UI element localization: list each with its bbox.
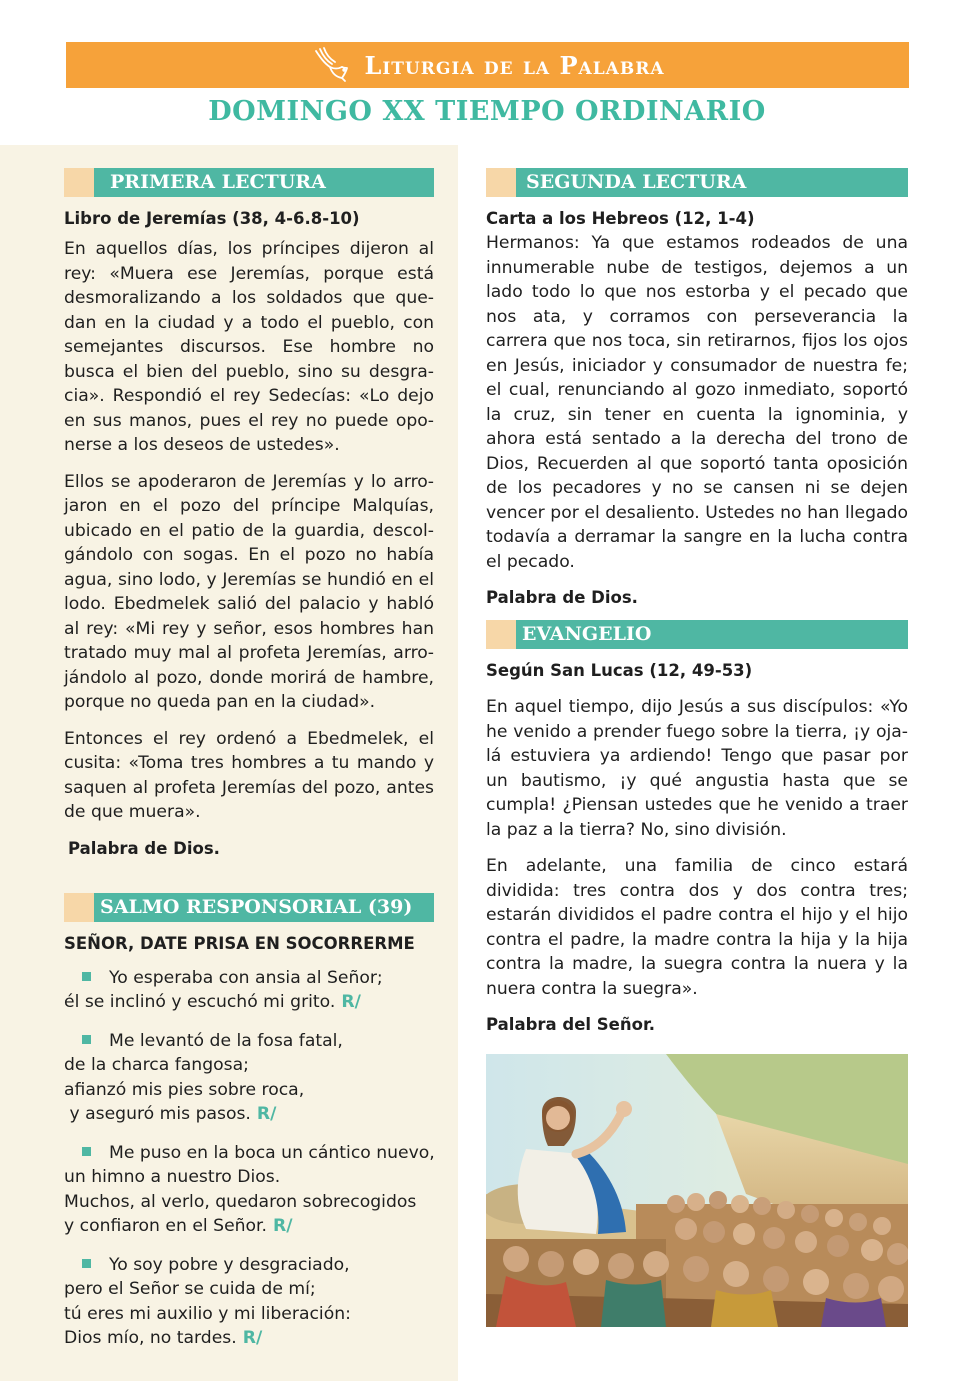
- left-column: [64, 168, 434, 1365]
- psalm-stanza: [64, 1253, 434, 1351]
- first-reading-paragraph: En aquellos días, los príncipes dijeron al rey: «Muera ese Jeremías, porque está desmoralizando a los soldados que quedan en la ciudad y a todo el pueblo, con semejantes discursos. Ese hombre no busca el bien del pueblo, sino su desgracia». Respondió el rey Sedecías: «Lo dejo en sus manos, pues el rey no puede oponerse a los deseos de ustedes».: [64, 239, 434, 455]
- stanza-line: Me puso en la boca un cántico nuevo,: [109, 1142, 435, 1163]
- heading-label: EVANGELIO: [516, 620, 908, 649]
- heading-square: [64, 168, 94, 197]
- page-subtitle: DOMINGO XX TIEMPO ORDINARIO: [208, 96, 766, 127]
- stanza-line: y aseguró mis pasos.: [64, 1104, 251, 1124]
- stanza-line: Me levantó de la fosa fatal,: [109, 1030, 343, 1051]
- banner-title: Liturgia de la Palabra: [364, 50, 665, 80]
- psalm-heading: [64, 893, 434, 922]
- first-reading-reference: Libro de Jeremías (38, 4-6.8-10): [64, 209, 360, 228]
- right-column: [486, 168, 908, 1049]
- square-bullet-icon: [82, 1147, 91, 1156]
- psalm-response: SEÑOR, DATE PRISA EN SOCORRERME: [64, 933, 415, 953]
- stanza-line: un himno a nuestro Dios.: [64, 1167, 281, 1187]
- response-marker: R/: [242, 1328, 263, 1348]
- psalm-stanza: [64, 1141, 434, 1239]
- square-bullet-icon: [82, 972, 91, 981]
- stanza-line: Muchos, al verlo, quedaron sobrecogidos: [64, 1191, 417, 1212]
- gospel-closing: Palabra del Señor.: [486, 1015, 656, 1034]
- stanza-line: tú eres mi auxilio y mi liberación:: [64, 1303, 351, 1324]
- heading-label: SEGUNDA LECTURA: [516, 168, 908, 197]
- gospel-paragraph: En aquel tiempo, dijo Jesús a sus discípulos: «Yo he venido a prender fuego sobre la tierra, ¡y ojalá estuviera ya ardiendo! Tengo que pasar por un bautismo, ¡y qué angustia hasta que se cumpla! ¿Piensan ustedes que he venido a traer la paz a la tierra? No, sino división.: [486, 697, 908, 840]
- heading-square: [64, 893, 94, 922]
- stanza-line: Yo soy pobre y desgraciado,: [109, 1254, 350, 1275]
- first-reading-paragraph: Entonces el rey ordenó a Ebedmelek, el cusita: «Toma tres hombres a tu mando y saquen al profeta Jeremías del pozo, antes de que muera».: [64, 728, 434, 822]
- psalm-stanza: [64, 966, 434, 1015]
- heading-label: PRIMERA LECTURA: [94, 168, 434, 197]
- psalm-stanza: [64, 1029, 434, 1127]
- gospel-reference: Según San Lucas (12, 49-53): [486, 661, 753, 680]
- second-reading-paragraph: Hermanos: Ya que estamos rodeados de una innumerable nube de testigos, dejemos a un lado todo lo que nos estorba y el pecado que nos ata, y corramos con perseverancia la carrera que nos toca, sin retirarnos, fijos los ojos en Jesús, iniciador y consumador de nuestra fe; el cual, renunciando al gozo inmediato, soportó la cruz, sin tener en cuenta la ignominia, y ahora está sentado a la derecha del trono de Dios, Recuerden al que soportó tanta oposición de los pecadores y no se cansen ni se dejen vencer por el desaliento. Ustedes no han llegado todavía a derramar la sangre en la lucha contra el pecado.: [486, 233, 908, 572]
- second-reading-reference: Carta a los Hebreos (12, 1-4): [486, 209, 755, 228]
- gospel-paragraph: En adelante, una familia de cinco estará dividida: tres contra dos y dos contra tres; estarán divididos el padre contra el hijo y el hijo contra el padre, la madre contra la hija y la hija contra la madre, la suegra contra la nuera y la nuera contra la suegra».: [486, 856, 908, 999]
- gospel-heading: [486, 620, 908, 649]
- heading-square: [486, 620, 516, 649]
- square-bullet-icon: [82, 1259, 91, 1268]
- dove-icon: [310, 47, 350, 83]
- stanza-line: Yo esperaba con ansia al Señor;: [109, 967, 383, 988]
- first-reading-heading: [64, 168, 434, 197]
- stanza-line: Dios mío, no tardes.: [64, 1328, 237, 1348]
- stanza-line: afianzó mis pies sobre roca,: [64, 1079, 305, 1100]
- response-marker: R/: [341, 992, 361, 1012]
- response-marker: R/: [256, 1104, 277, 1124]
- heading-square: [486, 168, 516, 197]
- response-marker: R/: [273, 1216, 293, 1236]
- liturgy-banner: [66, 42, 909, 88]
- second-reading-heading: [486, 168, 908, 197]
- jesus-preaching-illustration: [486, 1054, 908, 1327]
- illustration-image: [486, 1054, 908, 1327]
- stanza-line: pero el Señor se cuida de mí;: [64, 1279, 316, 1299]
- first-reading-paragraph: Ellos se apoderaron de Jeremías y lo arrojaron en el pozo del príncipe Malquías, ubicado en el patio de la guardia, descolgándolo con sogas. En el pozo no había agua, sino lodo, y Jeremías se hundió en el lodo. Ebedmelek salió del palacio y habló al rey: «Mi rey y señor, esos hombres han tratado muy mal al profeta Jeremías, arrojándolo al pozo, donde morirá de hambre, porque no queda pan en la ciudad».: [64, 471, 434, 712]
- stanza-line: de la charca fangosa;: [64, 1055, 249, 1075]
- stanza-line: él se inclinó y escuchó mi grito.: [64, 992, 336, 1012]
- heading-label: SALMO RESPONSORIAL (39): [94, 893, 434, 922]
- square-bullet-icon: [82, 1035, 91, 1044]
- second-reading-closing: Palabra de Dios.: [486, 588, 638, 607]
- stanza-line: y confiaron en el Señor.: [64, 1216, 268, 1236]
- first-reading-closing: Palabra de Dios.: [68, 838, 220, 858]
